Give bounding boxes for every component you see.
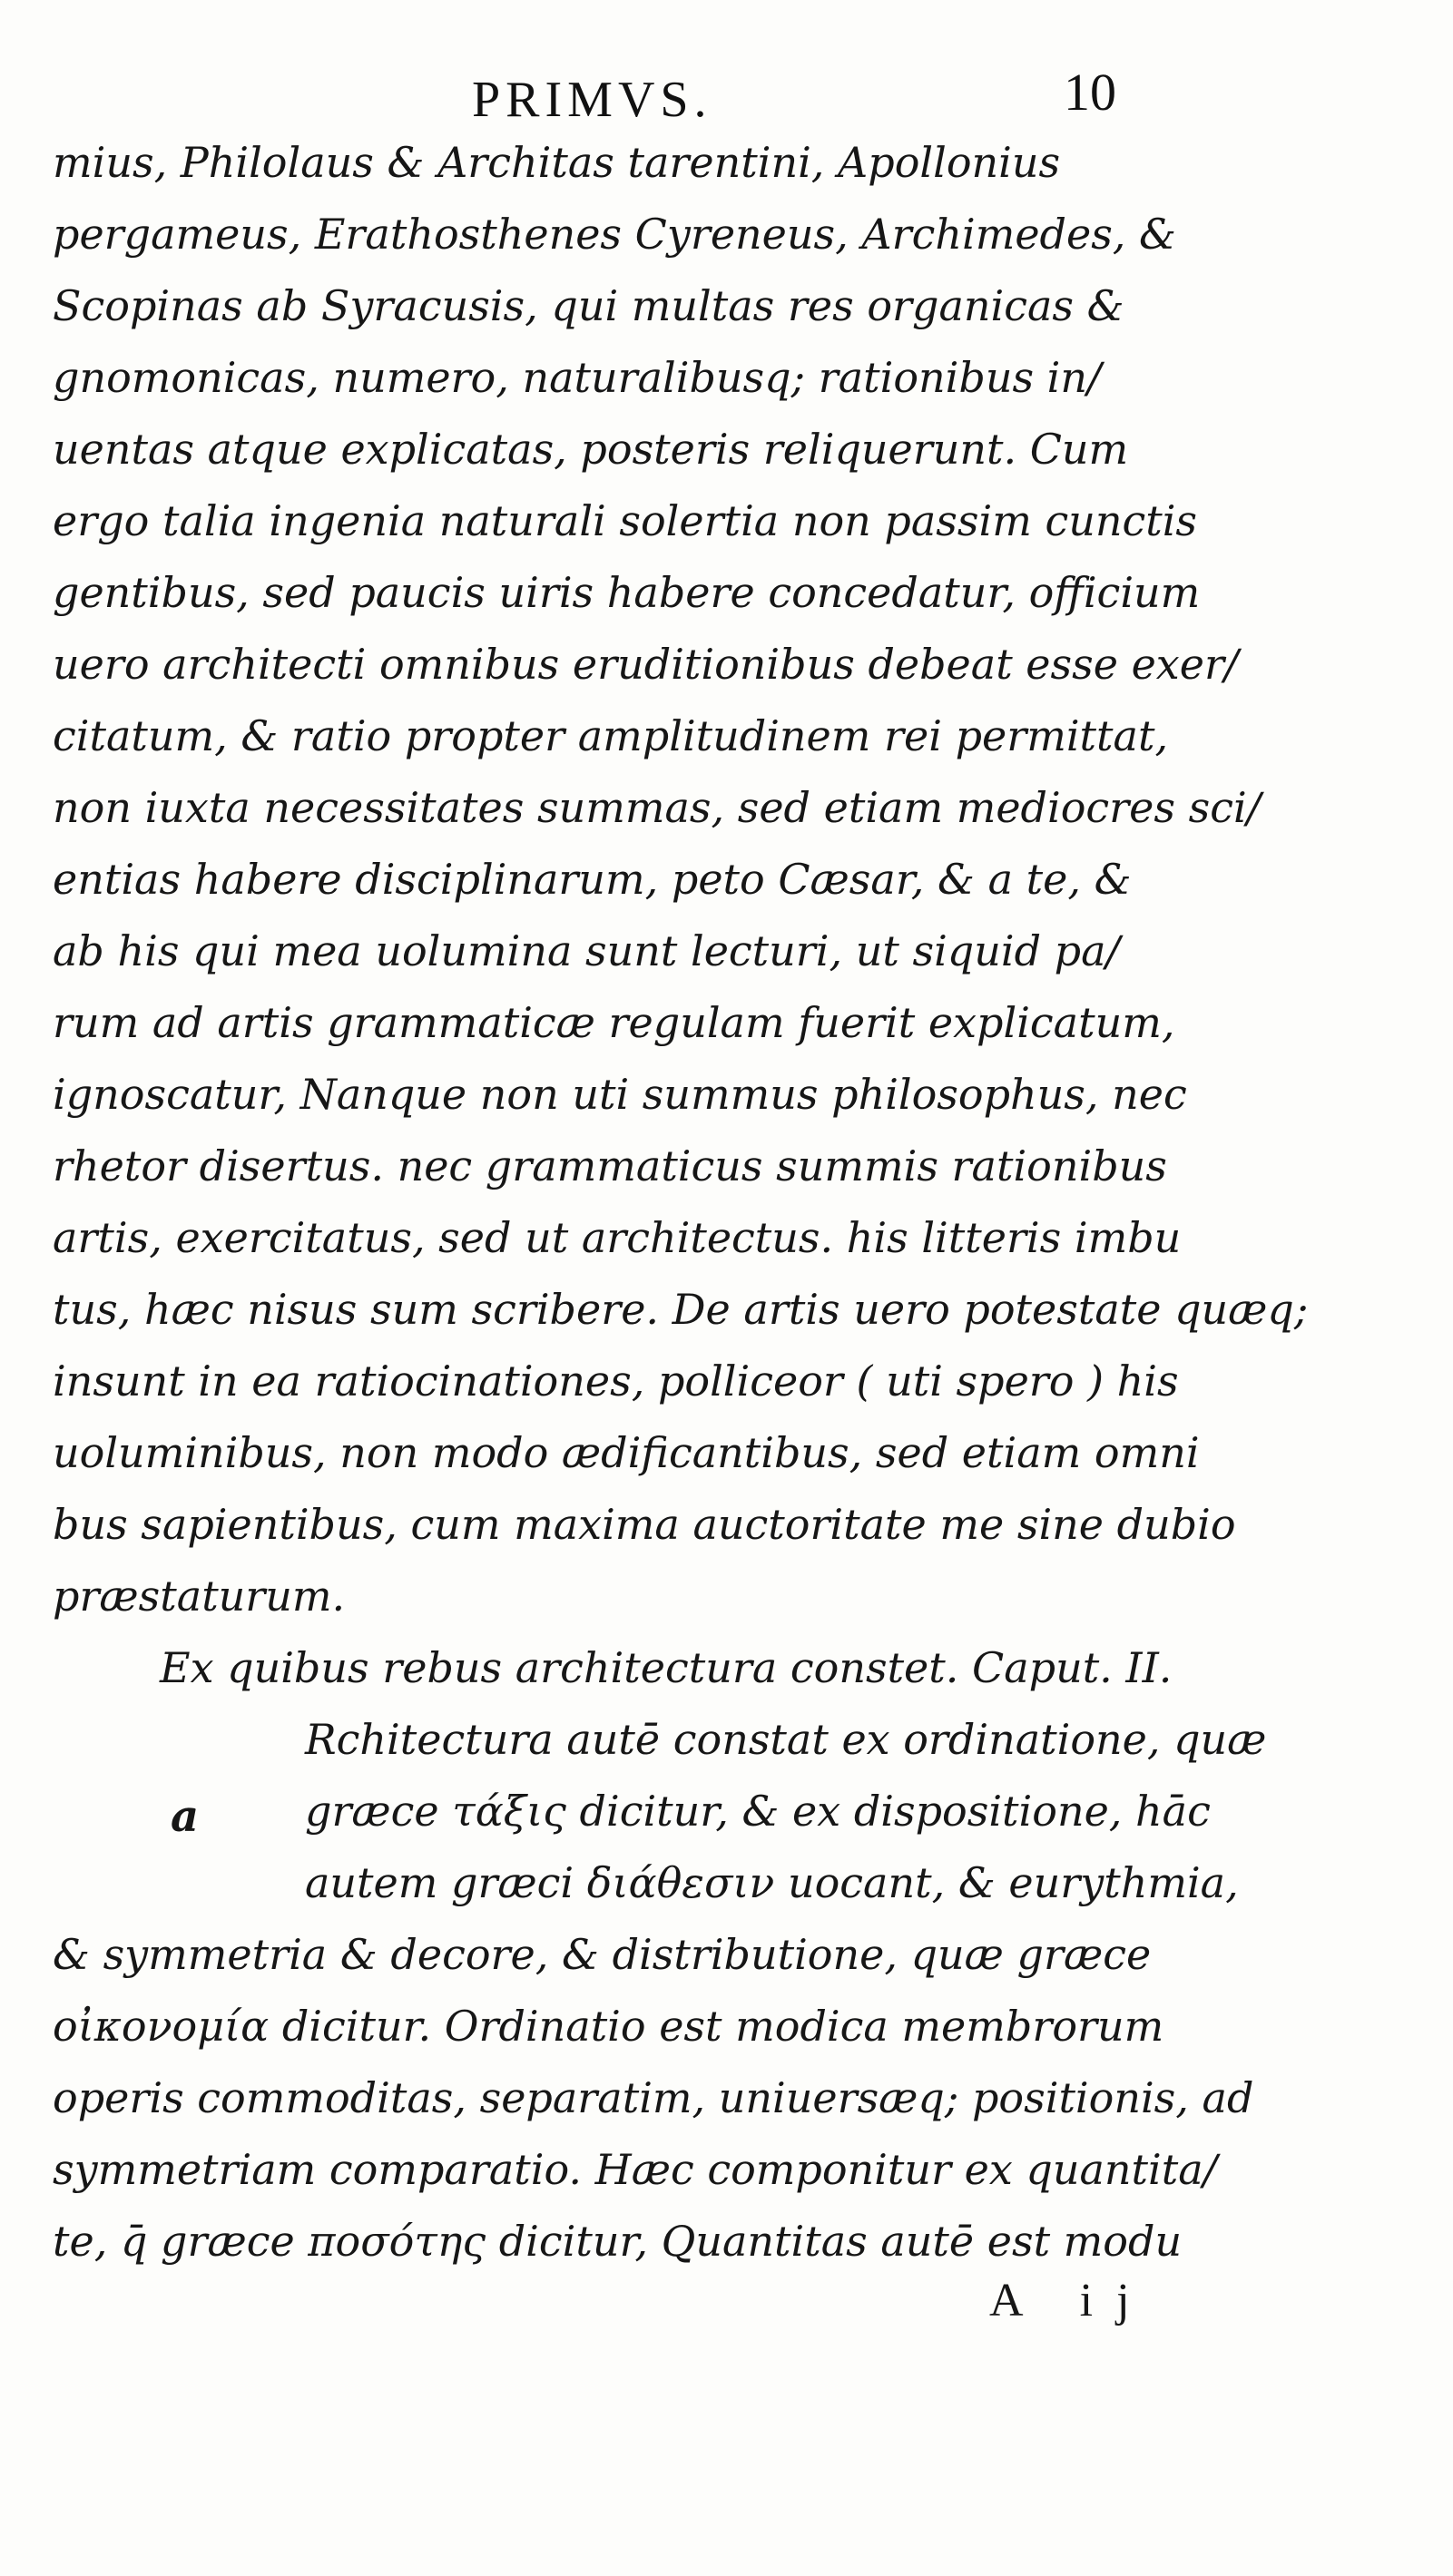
text-line: artis, exercitatus, sed ut architectus. his litteris imbu xyxy=(53,1213,1182,1262)
chapter-text-line: operis commoditas, separatim, uniuersæq; positionis, ad xyxy=(53,2073,1254,2122)
chapter-text-line: οἰκονομία dicitur. Ordinatio est modica membrorum xyxy=(53,2002,1164,2051)
text-line: mius, Philolaus & Architas tarentini, Apollonius xyxy=(53,138,1061,187)
text-line: bus sapientibus, cum maxima auctoritate me sine dubio xyxy=(53,1500,1236,1549)
text-line: uentas atque explicatas, posteris reliquerunt. Cum xyxy=(53,425,1129,474)
chapter-text-line: græce τάξις dicitur, & ex dispositione, hāc xyxy=(305,1787,1211,1836)
chapter-text-line: Rchitectura autē constat ex ordinatione, quæ xyxy=(305,1715,1267,1764)
text-line: gnomonicas, numero, naturalibusq; rationibus in/ xyxy=(53,353,1102,402)
text-line: insunt in ea ratiocinationes, polliceor ( uti spero ) his xyxy=(53,1357,1179,1406)
marginal-note: a xyxy=(171,1791,200,1842)
page-number: 10 xyxy=(1064,63,1116,122)
chapter-text-line: te, q̄ græce ποσότης dicitur, Quantitas autē est modu xyxy=(53,2217,1183,2266)
chapter-heading: Ex quibus rebus architectura constet. Caput. II. xyxy=(160,1643,1173,1692)
text-line: entias habere disciplinarum, peto Cæsar, & a te, & xyxy=(53,855,1132,904)
text-line: præstaturum. xyxy=(53,1572,346,1621)
text-line: ab his qui mea uolumina sunt lecturi, ut siquid pa/ xyxy=(53,926,1121,975)
text-line: rhetor disertus. nec grammaticus summis rationibus xyxy=(53,1141,1167,1190)
text-line: citatum, & ratio propter amplitudinem rei permittat, xyxy=(53,711,1169,760)
chapter-text-line: & symmetria & decore, & distributione, quæ græce xyxy=(53,1930,1152,1979)
main-text xyxy=(53,127,1309,2277)
text-line: Scopinas ab Syracusis, qui multas res organicas & xyxy=(53,281,1124,330)
text-line: pergameus, Erathosthenes Cyreneus, Archimedes, & xyxy=(53,210,1177,259)
text-line: ignoscatur, Nanque non uti summus philosophus, nec xyxy=(53,1070,1187,1119)
text-line: non iuxta necessitates summas, sed etiam mediocres sci/ xyxy=(53,783,1262,832)
text-line: rum ad artis grammaticæ regulam fuerit explicatum, xyxy=(53,998,1175,1047)
chapter-text-line: autem græci διάθεσιν uocant, & eurythmia, xyxy=(305,1858,1239,1907)
text-line: uero architecti omnibus eruditionibus debeat esse exer/ xyxy=(53,640,1239,689)
text-line: gentibus, sed paucis uiris habere concedatur, officium xyxy=(53,568,1201,617)
chapter-text-line: symmetriam comparatio. Hæc componitur ex quantita/ xyxy=(53,2145,1218,2194)
text-line: tus, hæc nisus sum scribere. De artis uero potestate quæq; xyxy=(53,1285,1309,1334)
running-head: PRIMVS. xyxy=(472,72,712,128)
text-line: uoluminibus, non modo ædificantibus, sed etiam omni xyxy=(53,1428,1200,1477)
text-line: ergo talia ingenia naturali solertia non passim cunctis xyxy=(53,496,1198,545)
signature-mark: A ij xyxy=(989,2275,1154,2326)
